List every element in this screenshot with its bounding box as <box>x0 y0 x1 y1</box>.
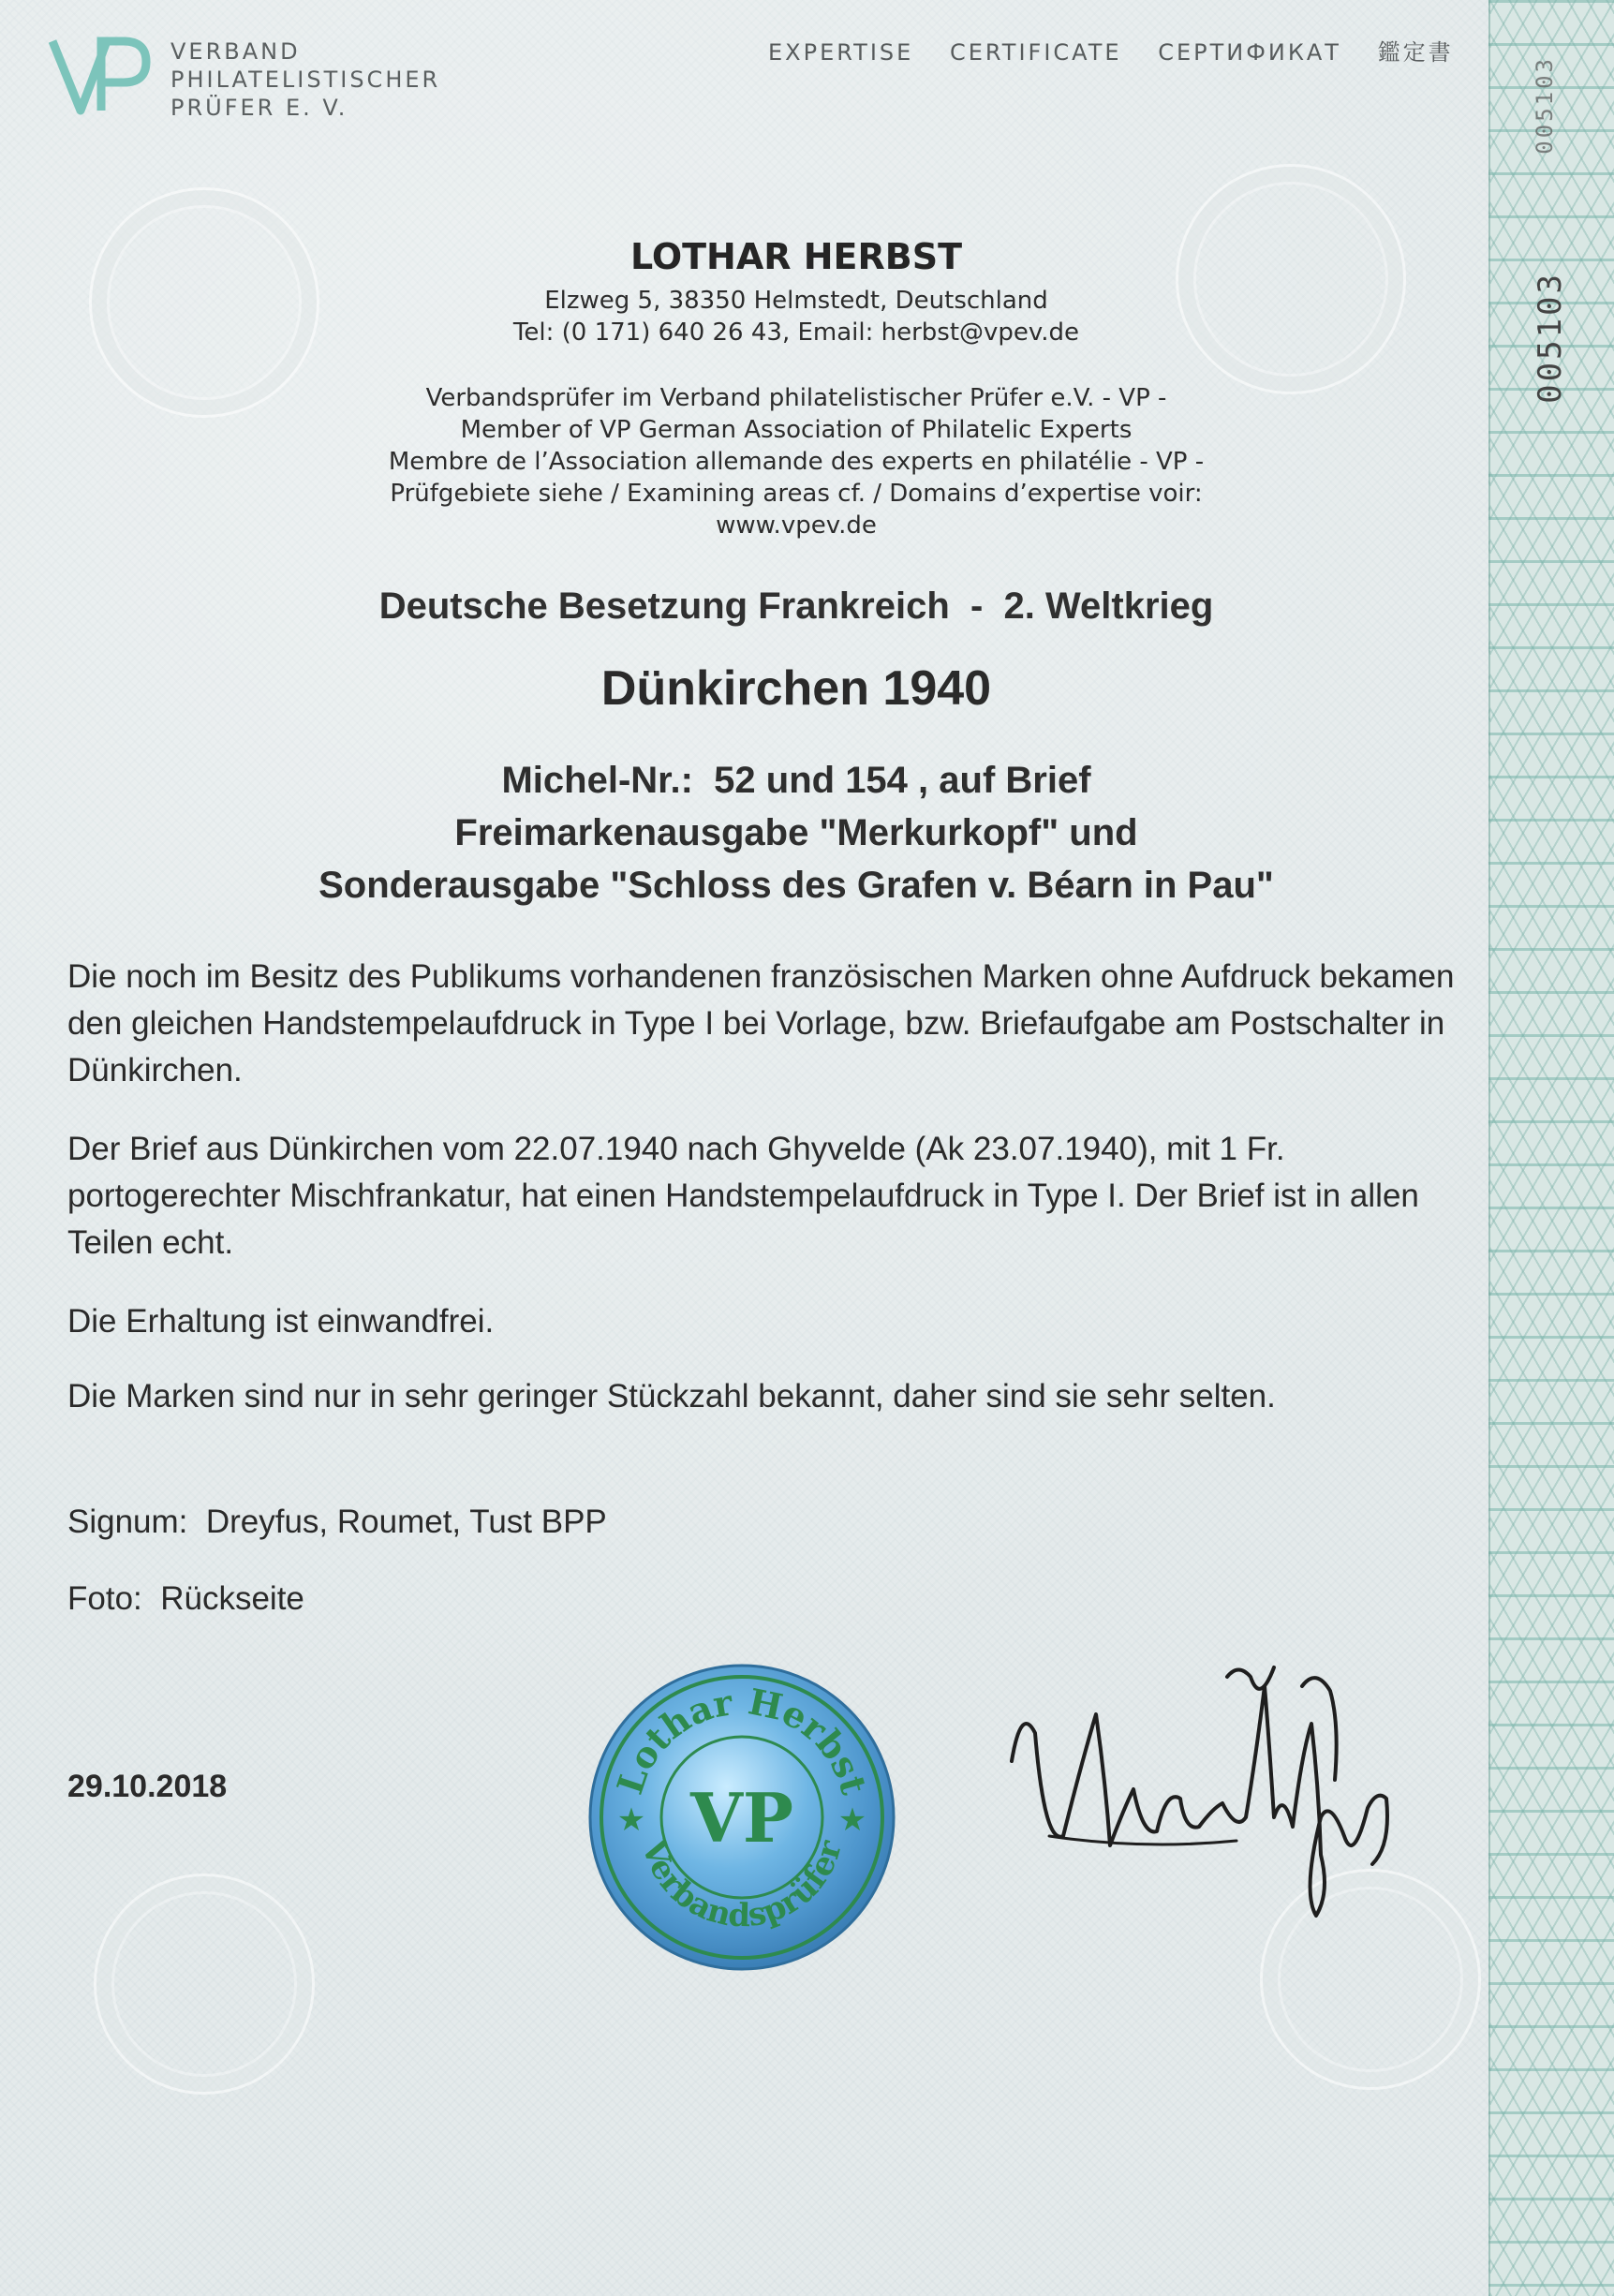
contact-line: Tel: (0 171) 640 26 43, Email: herbst@vpev.de <box>512 318 1080 347</box>
association-name <box>170 37 440 122</box>
description-paragraph: Die noch im Besitz des Publikums vorhandenen französischen Marken ohne Aufdruck bekamen den gleichen Handstempelaufdruck in Type I bei Vorlage, bzw. Briefaufgabe am Postschalter in Dünkirchen. <box>67 958 1455 1089</box>
seal-bottom-text: Verbandsprüfer <box>633 1835 850 1935</box>
vp-logo <box>49 36 152 116</box>
hologram-seal <box>583 1658 901 1977</box>
certificate-date: 29.10.2018 <box>67 1769 228 1804</box>
issue-line: Sonderausgabe "Schloss des Grafen v. Béarn in Pau" <box>318 865 1274 906</box>
expert-signature <box>993 1649 1396 1920</box>
serial-number-small: 005103 <box>1532 56 1558 155</box>
seal-star-icon: ★ <box>837 1802 867 1838</box>
condition-statement: Die Erhaltung ist einwandfrei. <box>67 1303 495 1340</box>
serial-number: 005103 <box>1532 272 1569 404</box>
certificate-word: 鑑定書 <box>1377 39 1454 66</box>
certificate-word: CERTIFICATE <box>949 39 1122 66</box>
certificate-title-words <box>768 34 1480 67</box>
expert-address <box>0 285 1592 348</box>
membership-line: Verbandsprüfer im Verband philatelistischer Prüfer e.V. - VP - <box>425 384 1167 412</box>
rarity-statement: Die Marken sind nur in sehr geringer Stückzahl bekannt, daher sind sie sehr selten. <box>67 1378 1276 1415</box>
association-line: PRÜFER E. V. <box>170 95 348 121</box>
issue-line: Freimarkenausgabe "Merkurkopf" und <box>454 812 1138 853</box>
membership-block <box>0 382 1592 541</box>
collecting-area-heading: Deutsche Besetzung Frankreich - 2. Weltkrieg <box>378 585 1214 627</box>
certificate-word: EXPERTISE <box>768 39 914 66</box>
website-line: www.vpev.de <box>716 511 877 540</box>
expert-name: LOTHAR HERBST <box>629 236 963 277</box>
membership-line: Member of VP German Association of Philatelic Experts <box>460 416 1133 444</box>
address-line: Elzweg 5, 38350 Helmstedt, Deutschland <box>544 287 1048 315</box>
description-paragraph: Der Brief aus Dünkirchen vom 22.07.1940 nach Ghyvelde (Ak 23.07.1940), mit 1 Fr. portogerechter Mischfrankatur, hat einen Handstempelaufdruck in Type I. Der Brief ist in allen Teilen echt. <box>67 1131 1419 1261</box>
michel-catalog-block <box>0 754 1592 911</box>
photo-line: Foto: Rückseite <box>67 1580 304 1617</box>
seal-star-icon: ★ <box>616 1802 646 1838</box>
michel-number-line: Michel-Nr.: 52 und 154 , auf Brief <box>501 760 1091 801</box>
seal-top-text: Lothar Herbst <box>608 1680 876 1800</box>
embossed-stamp-bottom-left <box>94 1874 315 2095</box>
certificate-word: СЕРТИФИКАТ <box>1158 39 1341 66</box>
association-line: VERBAND <box>170 38 301 65</box>
association-line: PHILATELISTISCHER <box>170 67 441 93</box>
embossed-stamp-top-right <box>1176 164 1406 394</box>
seal-center-text: VP <box>689 1778 794 1858</box>
certificate-subject-title: Dünkirchen 1940 <box>600 661 992 716</box>
membership-line: Prüfgebiete siehe / Examining areas cf. / Domains d’expertise voir: <box>390 480 1203 508</box>
membership-line: Membre de l’Association allemande des experts en philatélie - VP - <box>388 448 1205 476</box>
signum-line: Signum: Dreyfus, Roumet, Tust BPP <box>67 1504 607 1540</box>
